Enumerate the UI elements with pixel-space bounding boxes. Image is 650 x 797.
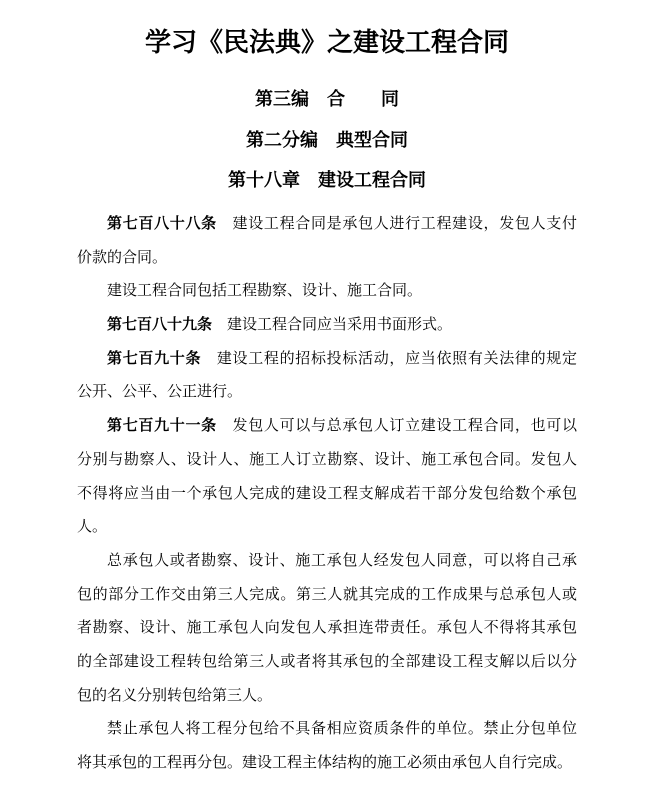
text-line: 包的部分工作交由第三人完成。第三人就其完成的工作成果与总承包人或 [77,586,577,603]
text-line: 建设工程合同包括工程勘察、设计、施工合同。 [107,283,423,300]
document-body [77,208,577,781]
text-line: 不得将应当由一个承包人完成的建设工程支解成若干部分发包给数个承包 [77,485,577,502]
text-line: 价款的合同。 [77,249,168,266]
part-heading: 第三编 合 同 [255,89,399,109]
text-line: 人。 [77,519,108,536]
article-number: 第七百九十一条 [107,418,217,435]
text-line: 分别与勘察人、设计人、施工人订立勘察、设计、施工承包合同。发包人 [77,451,577,468]
text-line: 第七百九十条 建设工程的招标投标活动，应当依照有关法律的规定 [107,350,577,367]
text-line: 禁止承包人将工程分包给不具备相应资质条件的单位。禁止分包单位 [107,721,577,738]
chapter-heading: 第十八章 建设工程合同 [228,170,426,190]
subpart-heading: 第二分编 典型合同 [246,130,408,150]
text-line: 公开、公平、公正进行。 [77,384,243,401]
text-line: 的全部建设工程转包给第三人或者将其承包的全部建设工程支解以后以分 [77,653,577,670]
text-line: 者勘察、设计、施工承包人向发包人承担连带责任。承包人不得将其承包 [77,620,577,637]
text-line: 将其承包的工程再分包。建设工程主体结构的施工必须由承包人自行完成。 [77,755,573,771]
page-title: 学习《民法典》之建设工程合同 [144,27,509,57]
text-line: 包的名义分别转包给第三人。 [77,687,273,704]
text-line: 第七百八十八条 建设工程合同是承包人进行工程建设，发包人支付 [107,216,577,232]
text-line: 总承包人或者勘察、设计、施工承包人经发包人同意，可以将自己承 [107,552,577,569]
article-number: 第七百八十九条 [107,317,213,334]
text-line: 第七百八十九条 建设工程合同应当采用书面形式。 [107,317,453,334]
article-number: 第七百八十八条 [107,216,217,232]
text-line: 第七百九十一条 发包人可以与总承包人订立建设工程合同，也可以 [107,418,577,435]
article-number: 第七百九十条 [107,350,202,367]
